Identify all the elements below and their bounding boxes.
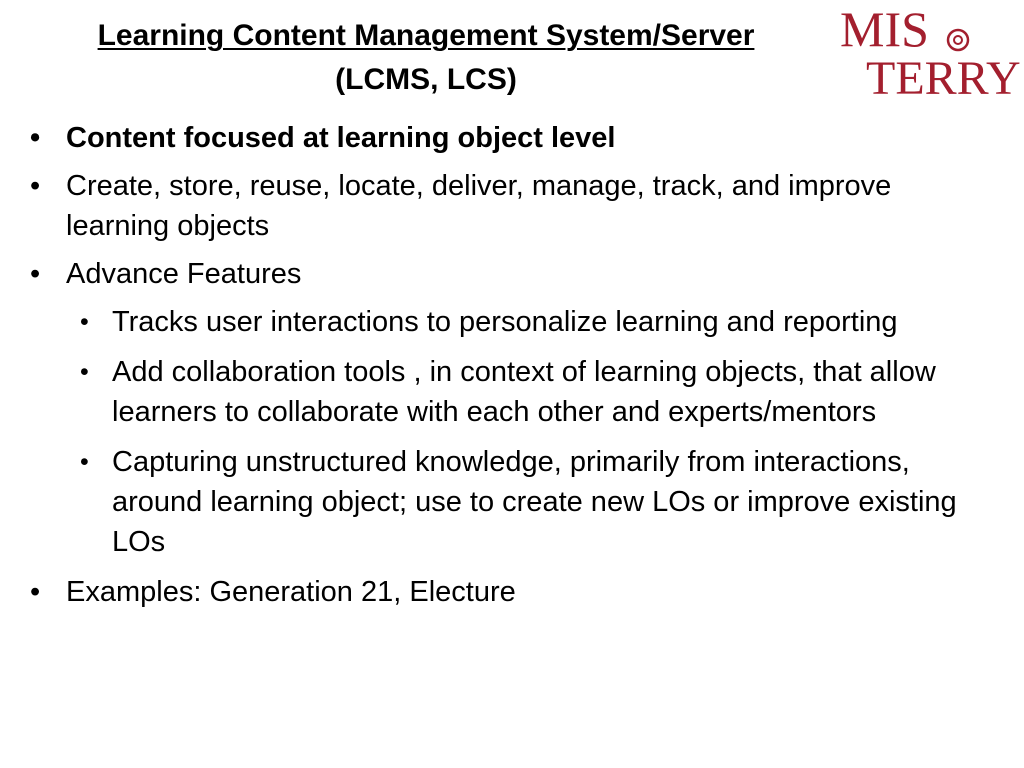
logo-top-text: MIS (840, 2, 929, 57)
bullet-text: Add collaboration tools , in context of learning objects, that allow learners to collaborate with each other and experts/mentors (112, 356, 936, 428)
bullet-item (0, 572, 946, 612)
bullet-text: Content focused at learning object level (66, 122, 616, 154)
sub-bullet-item (0, 352, 1002, 432)
bullet-text: Create, store, reuse, locate, deliver, manage, track, and improve learning objects (66, 170, 892, 242)
bullet-text: Capturing unstructured knowledge, primarily from interactions, around learning object; use to create new LOs or improve existing LOs (112, 446, 957, 558)
bullet-dot-icon: • (80, 308, 89, 336)
bullet-dot-icon: • (30, 122, 41, 154)
slide-title (0, 14, 852, 102)
bullet-item (0, 118, 946, 158)
bullet-text: Tracks user interactions to personalize learning and reporting (112, 306, 898, 338)
sub-bullet-item (0, 442, 1002, 562)
bullet-text: Advance Features (66, 258, 302, 290)
mis-terry-logo (836, 2, 1022, 102)
bullet-dot-icon: • (30, 576, 41, 608)
slide-title-line-1: Learning Content Management System/Server (97, 19, 755, 52)
bullet-dot-icon: • (30, 170, 41, 202)
logo-bottom-text: TERRY (866, 52, 1021, 102)
sub-bullet-item (0, 302, 1002, 342)
bullet-dot-icon: • (80, 358, 89, 386)
bullet-list (0, 118, 1024, 620)
bullet-dot-icon: • (80, 448, 89, 476)
bullet-item (0, 254, 946, 294)
bullet-text: Examples: Generation 21, Electure (66, 576, 516, 608)
bullet-dot-icon: • (30, 258, 41, 290)
slide-title-line-2: (LCMS, LCS) (335, 63, 517, 96)
bullet-item (0, 166, 946, 246)
